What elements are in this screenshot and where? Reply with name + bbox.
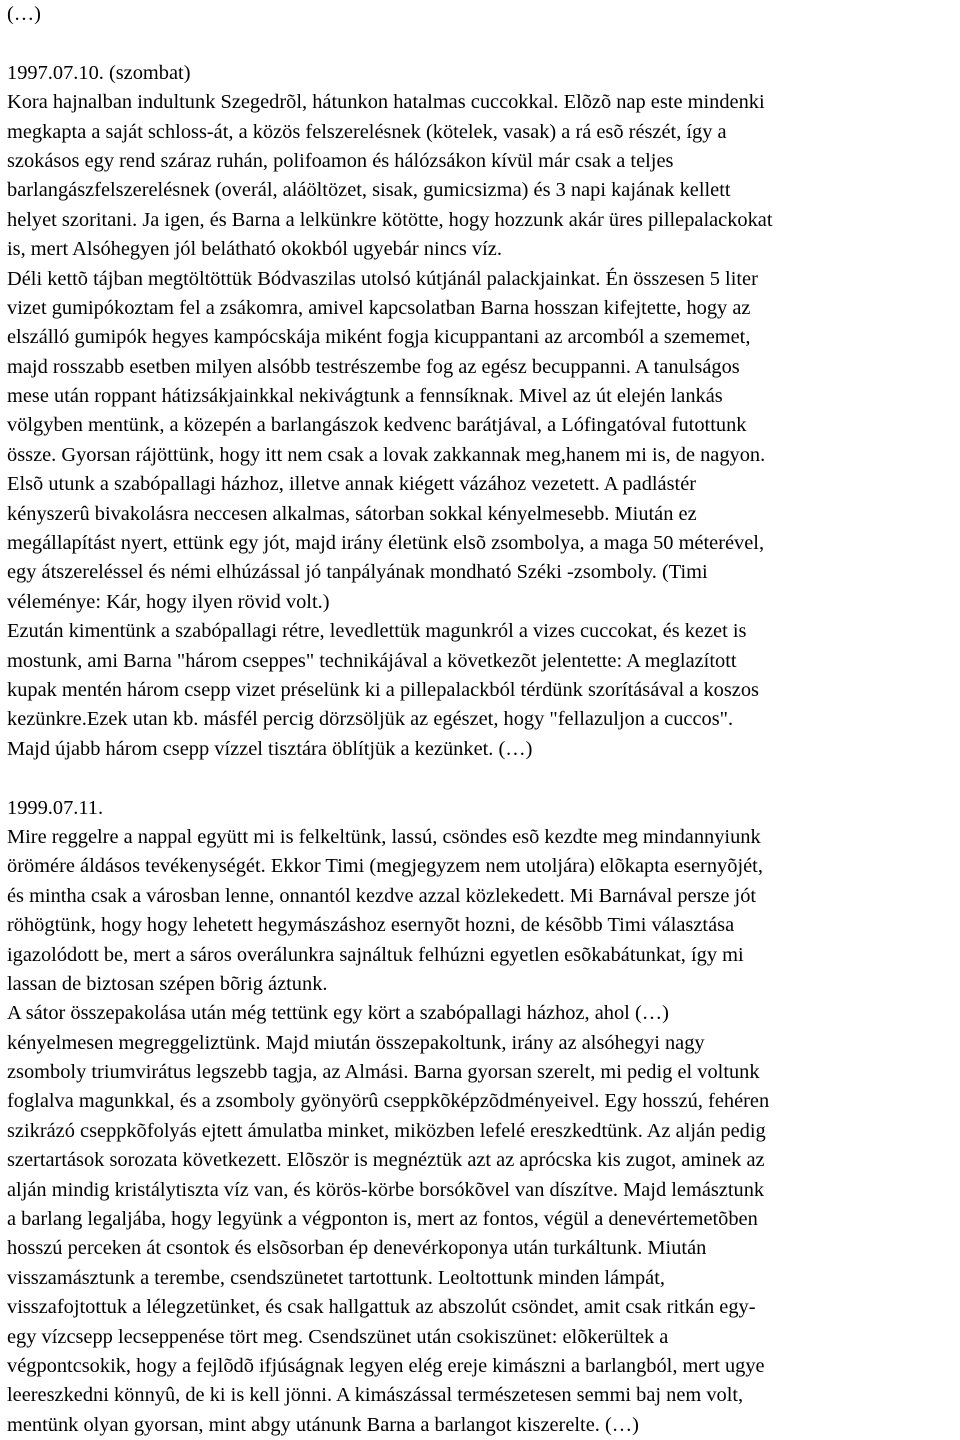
- text-line: Elsõ utunk a szabópallagi házhoz, illetve annak kiégett vázához vezetett. A padlástér: [7, 473, 697, 496]
- text-line: Majd újabb három csepp vízzel tisztára öblítjük a kezünket. (…): [7, 737, 533, 760]
- text-line: Ezután kimentünk a szabópallagi rétre, levedlettük magunkról a vizes cuccokat, és kezet is: [7, 620, 747, 643]
- text-line: lassan de biztosan szépen bõrig áztunk.: [7, 972, 328, 995]
- text-line: Kora hajnalban indultunk Szegedrõl, hátunkon hatalmas cuccokkal. Elõzõ nap este mindenki: [7, 91, 765, 114]
- text-line: is, mert Alsóhegyen jól belátható okokból ugyebár nincs víz.: [7, 238, 502, 261]
- text-line: röhögtünk, hogy hogy lehetett hegymászáshoz esernyõt hozni, de késõbb Timi választása: [7, 914, 735, 937]
- text-line: leereszkedni könnyû, de ki is kell jönni. A kimászással természetesen semmi baj nem volt,: [7, 1384, 744, 1407]
- text-line: kezünkre.Ezek utan kb. másfél percig dörzsöljük az egészet, hogy "fellazuljon a cuccos".: [7, 708, 734, 731]
- text-line: hosszú perceken át csontok és elsõsorban ép denevérkoponya után turkáltunk. Miután: [7, 1237, 707, 1260]
- text-line: elszálló gumipók hegyes kampócskája miként fogja kicuppantani az arcomból a szememet,: [7, 326, 751, 349]
- text-line: foglalva magunkkal, és a zsomboly gyönyörû cseppkõképzõdményeivel. Egy hosszú, fehéren: [7, 1090, 770, 1113]
- text-line: kényelmesen megreggeliztünk. Majd miután összepakoltunk, irány az alsóhegyi nagy: [7, 1031, 705, 1054]
- text-line: igazolódott be, mert a sáros overálunkra sajnáltuk felhúzni egyetlen esõkabátunkat, így mi: [7, 943, 744, 966]
- text-line: mese után roppant hátizsákjainkkal nekivágtunk a fennsíknak. Mivel az út elején lankás: [7, 385, 723, 408]
- diary-entry-1: [7, 59, 954, 764]
- lead-ellipsis: (…): [7, 3, 41, 25]
- text-line: egy átszereléssel és némi elhúzással jó tanpályának mondható Széki -zsomboly. (Timi: [7, 561, 708, 584]
- spacer: [7, 29, 954, 58]
- text-line: szertartások sorozata következett. Elõször is megnéztük azt az aprócska kis zugot, aminek az: [7, 1149, 765, 1172]
- text-line: mentünk olyan gyorsan, mint abgy utánunk Barna a barlangot kiszerelte. (…): [7, 1413, 639, 1436]
- text-line: Mire reggelre a nappal együtt mi is felkeltünk, lassú, csöndes esõ kezdte meg mindannyiunk: [7, 825, 761, 848]
- text-line: örömére áldásos tevékenységét. Ekkor Timi (megjegyzem nem utoljára) elõkapta esernyõjét,: [7, 855, 763, 878]
- diary-entry-2: [7, 794, 954, 1440]
- text-line: a barlang legaljába, hogy legyünk a végponton is, mert az fontos, végül a denevértemetõben: [7, 1208, 758, 1231]
- text-line: zsomboly triumvirátus legszebb tagja, az Almási. Barna gyorsan szerelt, mi pedig el voltunk: [7, 1061, 760, 1084]
- spacer: [7, 764, 954, 793]
- text-line: megkapta a saját schloss-át, a közös felszerelésnek (kötelek, vasak) a rá esõ részét, így a: [7, 120, 727, 143]
- text-line: Déli kettõ tájban megtöltöttük Bódvaszilas utolsó kútjánál palackjainkat. Én összesen 5 liter: [7, 267, 758, 290]
- text-line: barlangászfelszerelésnek (overál, aláöltözet, sisak, gumicsizma) és 3 napi kajának kellett: [7, 179, 731, 202]
- text-line: véleménye: Kár, hogy ilyen rövid volt.): [7, 590, 330, 613]
- text-line: szokásos egy rend száraz ruhán, polifoamon és hálózsákon kívül már csak a teljes: [7, 149, 674, 172]
- text-line: A sátor összepakolása után még tettünk egy kört a szabópallagi házhoz, ahol (…): [7, 1002, 669, 1025]
- entry-body: [7, 88, 954, 764]
- text-line: helyet szoritani. Ja igen, és Barna a lelkünkre kötötte, hogy hozzunk akár üres pillepalackokat: [7, 208, 773, 231]
- text-line: szikrázó cseppkõfolyás ejtett ámulatba minket, miközben lefelé ereszkedtünk. Az alján pedig: [7, 1119, 766, 1142]
- text-line: mostunk, ami Barna "három cseppes" technikájával a következõt jelentette: A meglazított: [7, 649, 737, 672]
- text-line: kényszerû bivakolásra neccesen alkalmas, sátorban sokkal kényelmesebb. Miután ez: [7, 502, 697, 525]
- text-line: alján mindig kristálytiszta víz van, és körös-körbe borsókõvel van díszítve. Majd lemásztunk: [7, 1178, 765, 1201]
- text-line: egy vízcsepp lecseppenése tört meg. Csendszünet után csokiszünet: elõkerültek a: [7, 1325, 669, 1348]
- entry-date: 1997.07.10. (szombat): [7, 61, 191, 84]
- text-line: össze. Gyorsan rájöttünk, hogy itt nem csak a lovak zakkannak meg,hanem mi is, de nagyon.: [7, 443, 766, 466]
- text-line: megállapítást nyert, ettünk egy jót, majd irány életünk elsõ zsombolya, a maga 50 méterével,: [7, 532, 765, 555]
- entry-date: 1999.07.11.: [7, 796, 104, 819]
- text-line: és mintha csak a városban lenne, onnantól kezdve azzal közlekedett. Mi Barnával persze jót: [7, 884, 757, 907]
- text-line: végpontcsokik, hogy a fejlõdõ ifjúságnak legyen elég ereje kimászni a barlangból, mert ugye: [7, 1354, 765, 1377]
- entry-body: [7, 823, 954, 1440]
- text-line: kupak mentén három csepp vizet préselünk ki a pillepalackból térdünk szorításával a koszos: [7, 678, 759, 701]
- text-line: vizet gumipókoztam fel a zsákomra, amivel kapcsolatban Barna hosszan kifejtette, hogy az: [7, 296, 751, 319]
- text-line: visszafojtottuk a lélegzetünket, és csak hallgattuk az abszolút csöndet, amit csak ritkán egy-: [7, 1296, 756, 1319]
- text-line: visszamásztunk a terembe, csendszünetet tartottunk. Leoltottunk minden lámpát,: [7, 1266, 665, 1289]
- text-line: völgyben mentünk, a közepén a barlangászok kedvenc barátjával, a Lófingatóval futottunk: [7, 414, 747, 437]
- text-line: majd rosszabb esetben milyen alsóbb testrészembe fog az egész becuppanni. A tanulságos: [7, 355, 740, 378]
